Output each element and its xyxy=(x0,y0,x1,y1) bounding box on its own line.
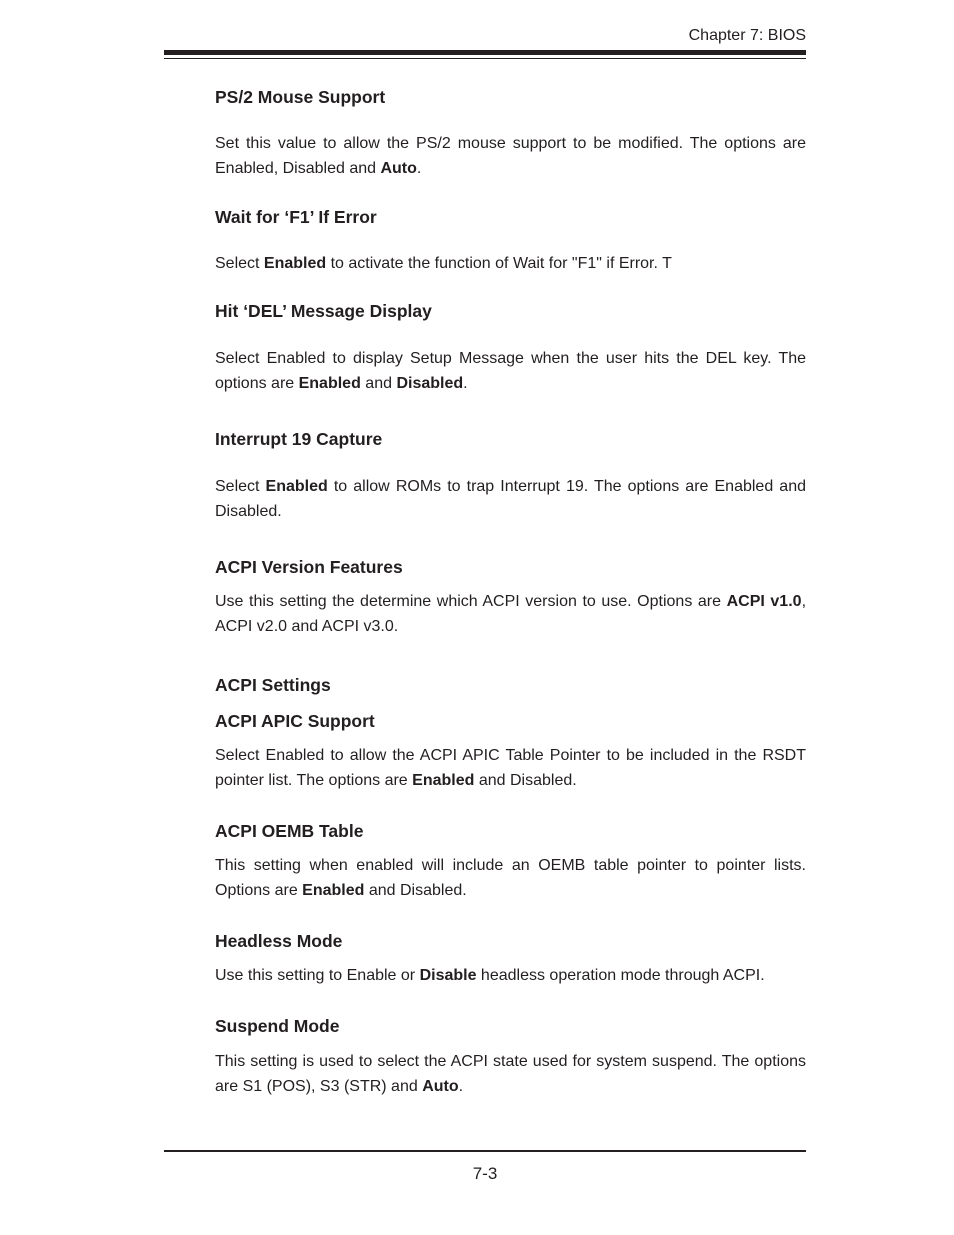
header-rule-thick xyxy=(164,50,806,55)
bold-term: Auto xyxy=(380,160,417,177)
chapter-title: Chapter 7: BIOS xyxy=(688,27,806,44)
section-heading-headless-mode: Headless Mode xyxy=(215,931,343,951)
section-heading-hit-del-message: Hit ‘DEL’ Message Display xyxy=(215,301,432,321)
section-body-acpi-oemb: This setting when enabled will include an OEMB table pointer to pointer lists. Options are Enabled and Disabled. xyxy=(215,857,806,899)
section-heading-ps2-mouse-support: PS/2 Mouse Support xyxy=(215,87,386,107)
bold-term: Enabled xyxy=(412,772,475,789)
page-number: 7-3 xyxy=(472,1164,498,1183)
section-body-acpi-version: Use this setting the determine which ACPI version to use. Options are ACPI v1.0, ACPI v2.0 and ACPI v3.0. xyxy=(215,593,807,635)
section-body-wait-for-f1: Select Enabled to activate the function of Wait for "F1" if Error. T xyxy=(215,255,672,272)
section-body-suspend-mode: This setting is used to select the ACPI state used for system suspend. The options are S1 (POS), S3 (STR) and Auto. xyxy=(215,1053,806,1095)
section-heading-acpi-version: ACPI Version Features xyxy=(215,557,403,577)
bold-term: Disabled xyxy=(396,375,464,392)
section-body-ps2-mouse-support: Set this value to allow the PS/2 mouse support to be modified. The options are Enabled, Disabled and Auto. xyxy=(215,135,806,177)
section-heading-interrupt-19: Interrupt 19 Capture xyxy=(215,429,383,449)
bold-term: ACPI v1.0 xyxy=(726,593,802,610)
footer-rule xyxy=(164,1150,806,1152)
section-heading-wait-for-f1: Wait for ‘F1’ If Error xyxy=(215,207,377,227)
bold-term: Disable xyxy=(419,967,477,984)
section-heading-acpi-oemb: ACPI OEMB Table xyxy=(215,821,364,841)
section-body-headless-mode: Use this setting to Enable or Disable headless operation mode through ACPI. xyxy=(215,967,765,984)
bold-term: Enabled xyxy=(302,882,365,899)
section-heading-suspend-mode: Suspend Mode xyxy=(215,1016,340,1036)
bold-term: Enabled xyxy=(298,375,361,392)
bold-term: Enabled xyxy=(265,478,328,495)
section-body-interrupt-19: Select Enabled to allow ROMs to trap Interrupt 19. The options are Enabled and Disabled. xyxy=(215,478,806,520)
section-heading-acpi-apic: ACPI APIC Support xyxy=(215,711,375,731)
bold-term: Auto xyxy=(422,1078,459,1095)
section-heading-acpi-settings: ACPI Settings xyxy=(215,675,331,695)
header-rule-thin xyxy=(164,58,806,59)
bold-term: Enabled xyxy=(263,255,327,272)
section-body-acpi-apic: Select Enabled to allow the ACPI APIC Table Pointer to be included in the RSDT pointer list. The options are Enabled and Disabled. xyxy=(215,747,806,789)
section-body-hit-del-message: Select Enabled to display Setup Message when the user hits the DEL key. The options are Enabled and Disabled. xyxy=(215,350,806,392)
